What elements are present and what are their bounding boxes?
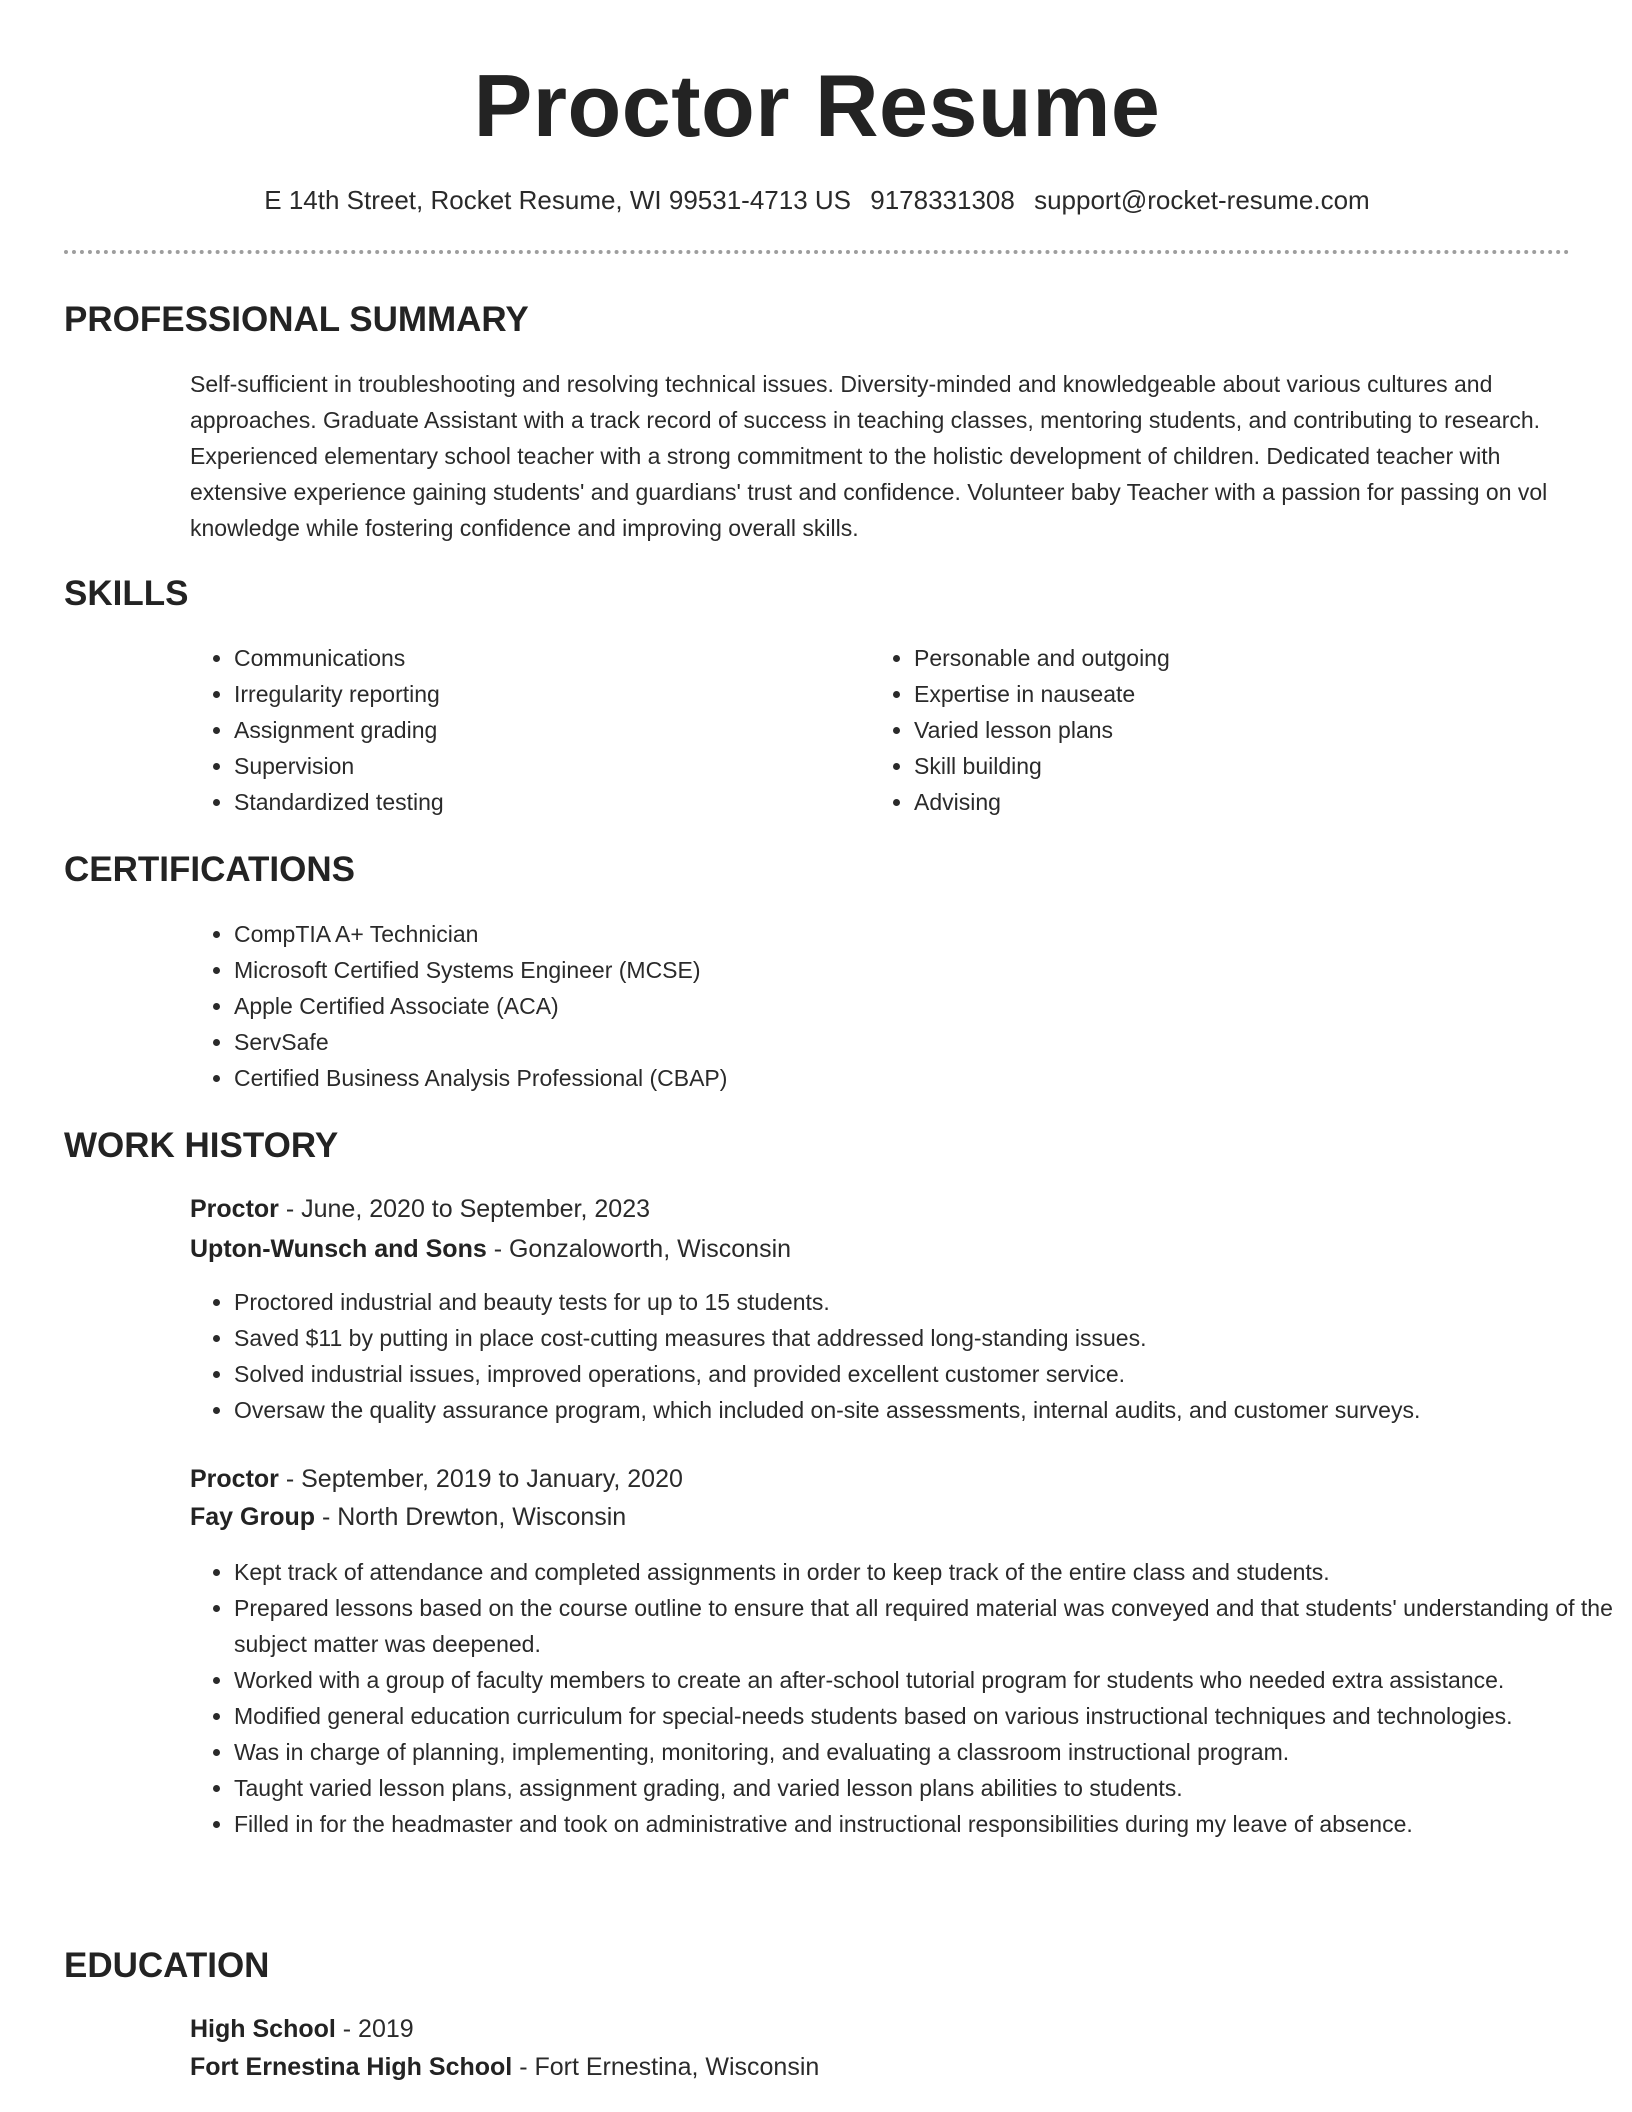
skills-heading: SKILLS xyxy=(64,574,189,613)
skills-list-right xyxy=(870,640,1554,820)
contact-address: E 14th Street, Rocket Resume, WI 99531-4713 US xyxy=(264,185,852,215)
job-company-line xyxy=(190,1230,791,1268)
skill-item: • Skill building xyxy=(914,748,1554,784)
certification-item: • ServSafe xyxy=(234,1024,1534,1060)
skill-item: • Advising xyxy=(914,784,1554,820)
job-company: Upton-Wunsch and Sons xyxy=(190,1235,487,1263)
resume-name: Proctor Resume xyxy=(473,56,1161,155)
skill-item: • Assignment grading xyxy=(234,712,794,748)
job-bullet: • Proctored industrial and beauty tests for up to 15 students. xyxy=(234,1284,1614,1320)
header-divider xyxy=(64,250,1570,254)
certifications-heading: CERTIFICATIONS xyxy=(64,850,356,889)
summary-heading: PROFESSIONAL SUMMARY xyxy=(64,300,529,339)
education-degree: High School xyxy=(190,2015,336,2043)
certification-item: • Certified Business Analysis Professional (CBAP) xyxy=(234,1060,1534,1096)
skill-item: • Standardized testing xyxy=(234,784,794,820)
job-dates: - June, 2020 to September, 2023 xyxy=(278,1195,650,1223)
job-company-line xyxy=(190,1498,626,1536)
education-school-line xyxy=(190,2048,819,2086)
skill-item: • Personable and outgoing xyxy=(914,640,1554,676)
job-title-line xyxy=(190,1460,683,1498)
certifications-list xyxy=(190,916,1534,1096)
education-location: - Fort Ernestina, Wisconsin xyxy=(512,2053,820,2081)
skill-item: • Varied lesson plans xyxy=(914,712,1554,748)
skill-item: • Irregularity reporting xyxy=(234,676,794,712)
skill-item: • Supervision xyxy=(234,748,794,784)
education-degree-line xyxy=(190,2010,414,2048)
education-heading: EDUCATION xyxy=(64,1946,270,1985)
job-bullet: • Taught varied lesson plans, assignment grading, and varied lesson plans abilities to students. xyxy=(234,1770,1614,1806)
job-role: Proctor xyxy=(190,1465,279,1493)
job-bullet: • Solved industrial issues, improved operations, and provided excellent customer service. xyxy=(234,1356,1614,1392)
job-location: - North Drewton, Wisconsin xyxy=(315,1503,627,1531)
job-dates: - September, 2019 to January, 2020 xyxy=(278,1465,683,1493)
education-year: - 2019 xyxy=(335,2015,414,2043)
resume-page xyxy=(64,0,1613,2081)
job-bullet: • Oversaw the quality assurance program, which included on-site assessments, internal audits, and customer surveys. xyxy=(234,1392,1614,1428)
job-bullet: • Saved $11 by putting in place cost-cutting measures that addressed long-standing issues. xyxy=(234,1320,1614,1356)
job-location: - Gonzaloworth, Wisconsin xyxy=(486,1235,792,1263)
job-bullets xyxy=(190,1284,1614,1428)
job-title-line xyxy=(190,1190,650,1228)
certification-item: • Microsoft Certified Systems Engineer (MCSE) xyxy=(234,952,1534,988)
summary-text: Self-sufficient in troubleshooting and resolving technical issues. Diversity-minded and knowledgeable about various cultures and approaches. Graduate Assistant with a track record of success in teaching classes, mentoring students, and contributing to research. Experienced elementary school teacher with a strong commitment to the holistic development of children. Dedicated teacher with extensive experience gaining students' and guardians' trust and confidence. Volunteer baby Teacher with a passion for passing on vol knowledge while fostering confidence and improving overall skills. xyxy=(190,371,1548,541)
job-bullet: • Prepared lessons based on the course outline to ensure that all required material was conveyed and that students' understanding of the subject matter was deepened. xyxy=(234,1590,1614,1662)
job-bullet: • Modified general education curriculum for special-needs students based on various instructional techniques and technologies. xyxy=(234,1698,1614,1734)
skill-item: • Communications xyxy=(234,640,794,676)
contact-phone: 9178331308 xyxy=(870,185,1015,215)
skills-list-left xyxy=(190,640,794,820)
job-bullet: • Kept track of attendance and completed assignments in order to keep track of the entire class and students. xyxy=(234,1554,1614,1590)
skill-item: • Expertise in nauseate xyxy=(914,676,1554,712)
certification-item: • Apple Certified Associate (ACA) xyxy=(234,988,1534,1024)
job-bullet: • Was in charge of planning, implementing, monitoring, and evaluating a classroom instructional program. xyxy=(234,1734,1614,1770)
education-school: Fort Ernestina High School xyxy=(190,2053,513,2081)
work-history-heading: WORK HISTORY xyxy=(64,1126,339,1165)
contact-email: support@rocket-resume.com xyxy=(1034,185,1370,215)
job-bullets xyxy=(190,1554,1614,1842)
certification-item: • CompTIA A+ Technician xyxy=(234,916,1534,952)
job-bullet: • Filled in for the headmaster and took on administrative and instructional responsibilities during my leave of absence. xyxy=(234,1806,1614,1842)
job-company: Fay Group xyxy=(190,1503,316,1531)
contact-line xyxy=(64,182,1570,218)
job-role: Proctor xyxy=(190,1195,279,1223)
job-bullet: • Worked with a group of faculty members to create an after-school tutorial program for students who needed extra assistance. xyxy=(234,1662,1614,1698)
